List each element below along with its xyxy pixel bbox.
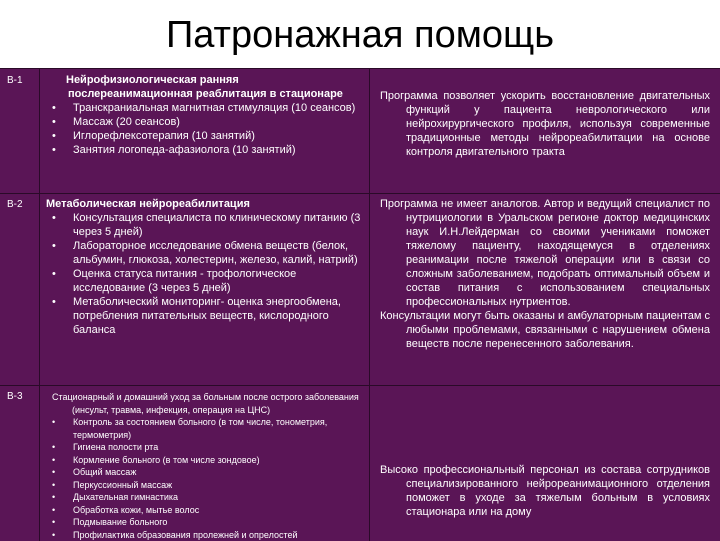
list-item: • Дыхательная гимнастика (46, 491, 365, 504)
services-table (0, 68, 720, 541)
description-paragraph: Программа позволяет ускорить восстановление двигательных функций у пациента неврологического или нейрохирургического профиля, используя современные традиционные методы нейрореабилитации на основе контроля двигательного тракта (380, 89, 710, 159)
list-item: • Занятия логопеда-афазиолога (10 занятий) (46, 143, 365, 157)
list-item: • Массаж (20 сеансов) (46, 115, 365, 129)
service-details (40, 193, 370, 385)
row-code: В-3 (0, 385, 40, 541)
service-items (46, 416, 365, 541)
list-item: • Гигиена полости рта (46, 441, 365, 454)
list-item: • Иглорефлексотерапия (10 занятий) (46, 129, 365, 143)
row-code: В-2 (0, 193, 40, 385)
table-row (0, 193, 720, 386)
description-paragraph: Программа не имеет аналогов. Автор и ведущий специалист по нутрициологии в Уральском регионе доктор медицинских наук И.Н.Лейдерман со своими учениками поможет тяжелому пациенту, находящемуся в отделениях реанимации после тяжелой операции или в связи со сложным заболеванием, подобрать оптимальный объем и состав питания с использованием специальных профессиональных нутриентов. (380, 197, 710, 309)
list-item: • Профилактика образования пролежней и опрелостей (46, 529, 365, 541)
list-item: • Лабораторное исследование обмена веществ (белок, альбумин, глюкоза, холестерин, железо, калий, натрий) (46, 239, 365, 267)
list-item: • Оценка статуса питания - трофологическое исследование (3 через 5 дней) (46, 267, 365, 295)
service-items (46, 211, 365, 337)
service-heading: Метаболическая нейрореабилитация (46, 197, 365, 211)
table-row (0, 69, 720, 194)
service-details (40, 69, 370, 193)
list-item: • Контроль за состоянием больного (в том числе, тонометрия, термометрия) (46, 416, 365, 441)
list-item: • Общий массаж (46, 466, 365, 479)
list-item: • Транскраниальная магнитная стимуляция (10 сеансов) (46, 101, 365, 115)
list-item: • Перкуссионный массаж (46, 479, 365, 492)
list-item: • Подмывание больного (46, 516, 365, 529)
service-items (46, 101, 365, 157)
page-title: Патронажная помощь (0, 14, 720, 57)
service-heading: Стационарный и домашний уход за больным после острого заболевания (инсульт, травма, инфекция, операция на ЦНС) (46, 391, 365, 416)
list-item: • Кормление больного (в том числе зондовое) (46, 454, 365, 467)
service-description (370, 69, 720, 193)
service-details (40, 385, 370, 541)
description-paragraph: Высоко профессиональный персонал из состава сотрудников специализированного нейрореанимационного отделения поможет в уходе за тяжелым больным в условиях стационара или на дому (380, 463, 710, 519)
description-paragraph: Консультации могут быть оказаны и амбулаторным пациентам с любыми проблемами, связанными с нарушением обмена веществ после перенесенного заболевания. (380, 309, 710, 351)
service-description (370, 385, 720, 541)
service-description (370, 193, 720, 385)
service-heading: Нейрофизиологическая ранняя послереанимационная реаблитация в стационаре (46, 73, 365, 101)
row-code: В-1 (0, 69, 40, 193)
list-item: • Обработка кожи, мытье волос (46, 504, 365, 517)
list-item: • Консультация специалиста по клиническому питанию (3 через 5 дней) (46, 211, 365, 239)
list-item: • Метаболический мониторинг- оценка энергообмена, потребления питательных веществ, кислородного баланса (46, 295, 365, 337)
table-row (0, 385, 720, 541)
